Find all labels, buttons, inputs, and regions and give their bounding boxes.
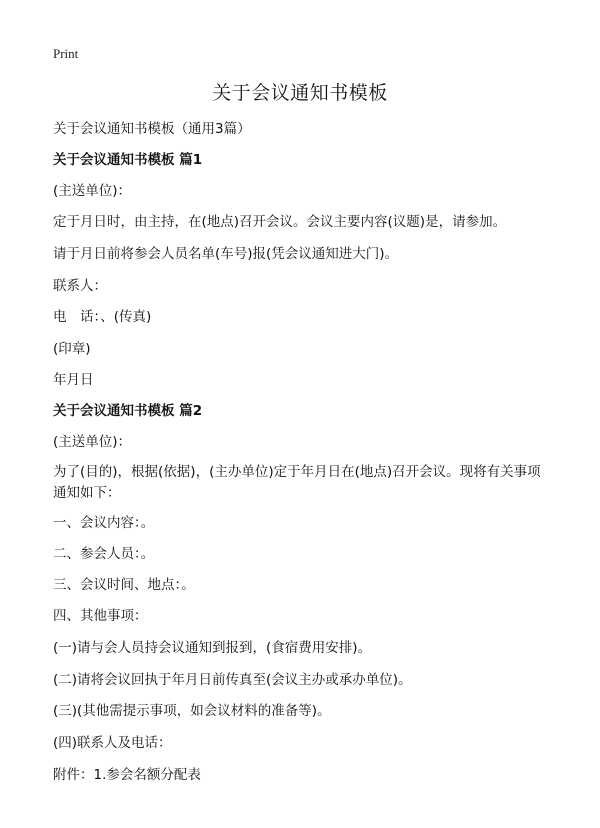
- section2-heading: 关于会议通知书模板 篇2: [53, 403, 203, 419]
- document-subtitle: 关于会议通知书模板（通用3篇）: [53, 121, 251, 137]
- section2-attachment: 附件：1.参会名额分配表: [53, 767, 201, 783]
- section2-recipient: (主送单位)：: [53, 434, 132, 450]
- section1-contact: 联系人：: [53, 278, 107, 294]
- section1-heading: 关于会议通知书模板 篇1: [53, 152, 203, 168]
- section2-item: 一、会议内容：。: [53, 515, 155, 531]
- print-label[interactable]: Print: [53, 46, 79, 61]
- section1-seal: (印章): [53, 341, 91, 357]
- section2-item: 二、参会人员：。: [53, 546, 155, 562]
- section1-body-line: 定于月日时，由主持，在(地点)召开会议。会议主要内容(议题)是，请参加。: [53, 214, 507, 230]
- section1-date: 年月日: [53, 372, 94, 388]
- section2-subitem: (三)(其他需提示事项，如会议材料的准备等)。: [53, 703, 331, 719]
- section1-recipient: (主送单位)：: [53, 183, 132, 199]
- section1-phone: 电 话：、(传真): [53, 309, 152, 325]
- page-title: 关于会议通知书模板: [212, 82, 388, 104]
- section2-item: 三、会议时间、地点：。: [53, 577, 195, 593]
- section2-subitem: (一)请与会人员持会议通知到报到，(食宿费用安排)。: [53, 640, 372, 656]
- section2-subitem: (四)联系人及电话：: [53, 735, 172, 751]
- section1-body-line: 请于月日前将参会人员名单(车号)报(凭会议通知进大门)。: [53, 246, 399, 262]
- section2-subitem: (二)请将会议回执于年月日前传真至(会议主办或承办单位)。: [53, 672, 412, 688]
- section2-intro-paragraph: 为了(目的)，根据(依据)，(主办单位)定于年月日在(地点)召开会议。现将有关事项通知如下：: [53, 464, 541, 501]
- section2-item: 四、其他事项：: [53, 608, 148, 624]
